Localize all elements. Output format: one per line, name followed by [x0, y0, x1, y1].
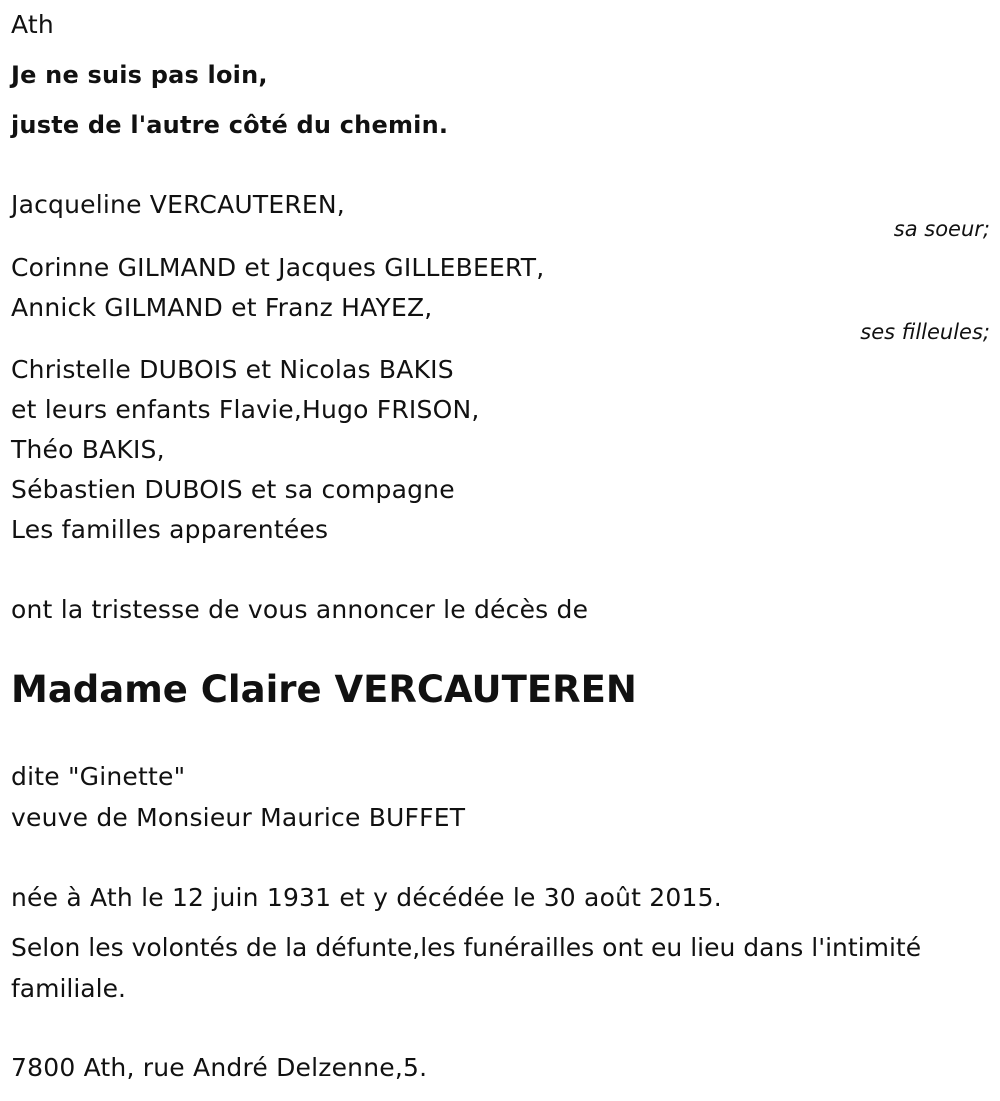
birth-death-dates: née à Ath le 12 juin 1931 et y décédée le 30 août 2015.: [11, 883, 722, 912]
deceased-nickname: dite "Ginette": [11, 762, 186, 791]
sister-name: Jacqueline VERCAUTEREN,: [11, 190, 345, 219]
address: 7800 Ath, rue André Delzenne,5.: [11, 1053, 428, 1082]
family-line: Sébastien DUBOIS et sa compagne: [11, 475, 455, 504]
quote-line-1: Je ne suis pas loin,: [11, 61, 268, 89]
funeral-note: Selon les volontés de la défunte,les funérailles ont eu lieu dans l'intimité familiale.: [11, 933, 922, 1003]
family-line: et leurs enfants Flavie,Hugo FRISON,: [11, 395, 480, 424]
sister-relation: sa soeur;: [893, 217, 990, 241]
goddaughter-line: Annick GILMAND et Franz HAYEZ,: [11, 293, 433, 322]
widow-of-line: veuve de Monsieur Maurice BUFFET: [11, 803, 466, 832]
announcement-text: ont la tristesse de vous annoncer le décès de: [11, 595, 589, 624]
family-line: Théo BAKIS,: [11, 435, 165, 464]
quote-line-2: juste de l'autre côté du chemin.: [11, 111, 449, 139]
family-line: Christelle DUBOIS et Nicolas BAKIS: [11, 355, 454, 384]
goddaughters-relation: ses filleules;: [860, 320, 990, 344]
place-heading: Ath: [11, 10, 54, 39]
deceased-name: Madame Claire VERCAUTEREN: [11, 668, 637, 711]
family-line: Les familles apparentées: [11, 515, 329, 544]
goddaughter-line: Corinne GILMAND et Jacques GILLEBEERT,: [11, 253, 545, 282]
